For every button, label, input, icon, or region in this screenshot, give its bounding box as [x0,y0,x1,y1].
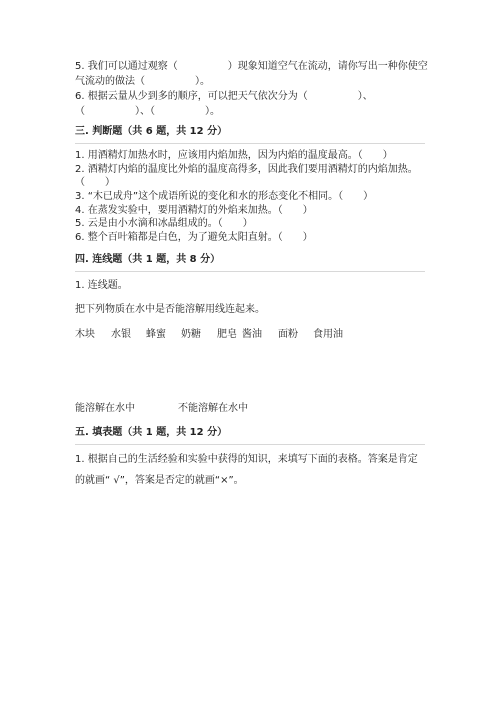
section-divider [75,271,425,272]
table-question-line-1: 1. 根据自己的生活经验和实验中获得的知识，来填写下面的表格。答案是肯定 [75,454,418,465]
substance-item: 食用油 [313,329,343,340]
section-divider [75,143,425,144]
judgement-item-continuation: （ ） [75,177,115,188]
judgement-item: 2. 酒精灯内焰的温度比外焰的温度高得多，因此我们要用酒精灯的内焰加热。 [75,164,418,175]
category-soluble: 能溶解在水中 [75,403,135,414]
section-5-heading: 五. 填表题（共 1 题，共 12 分） [75,427,228,438]
judgement-item: 1. 用酒精灯加热水时，应该用内焰加热，因为内焰的温度最高。（ ） [75,150,393,161]
judgement-item: 5. 云是由小水滴和冰晶组成的。（ ） [75,218,253,229]
matching-instruction: 把下列物质在水中是否能溶解用线连起来。 [75,304,265,315]
section-3-heading: 三. 判断题（共 6 题，共 12 分） [75,126,228,137]
substance-item: 奶糖 [181,329,201,340]
question-5-line-1: 5. 我们可以通过观察（ ）现象知道空气在流动，请你写出一种你使空 [75,61,428,72]
section-divider [75,444,425,445]
judgement-item: 4. 在蒸发实验中，要用酒精灯的外焰来加热。（ ） [75,205,313,216]
substance-item: 酱油 [242,329,262,340]
substance-item: 木块 [75,329,95,340]
substance-item: 水银 [111,329,131,340]
question-5-line-2: 气流动的做法（ ）。 [75,76,210,87]
category-insoluble: 不能溶解在水中 [178,403,248,414]
judgement-item: 3. “木已成舟”这个成语所说的变化和水的形态变化不相同。（ ） [75,191,374,202]
substance-item: 面粉 [278,329,298,340]
question-6-line-1: 6. 根据云量从少到多的顺序，可以把天气依次分为（ ）、 [75,91,373,102]
table-question-line-2: 的就画“ √”，答案是否定的就画“×”。 [75,475,244,486]
matching-question-label: 1. 连线题。 [75,280,128,291]
section-4-heading: 四. 连线题（共 1 题，共 8 分） [75,254,221,265]
question-6-line-2: （ ）、（ ）。 [75,106,220,117]
substance-item: 肥皂 [217,329,237,340]
substance-item: 蜂蜜 [146,329,166,340]
judgement-item: 6. 整个百叶箱都是白色，为了避免太阳直射。（ ） [75,232,313,243]
